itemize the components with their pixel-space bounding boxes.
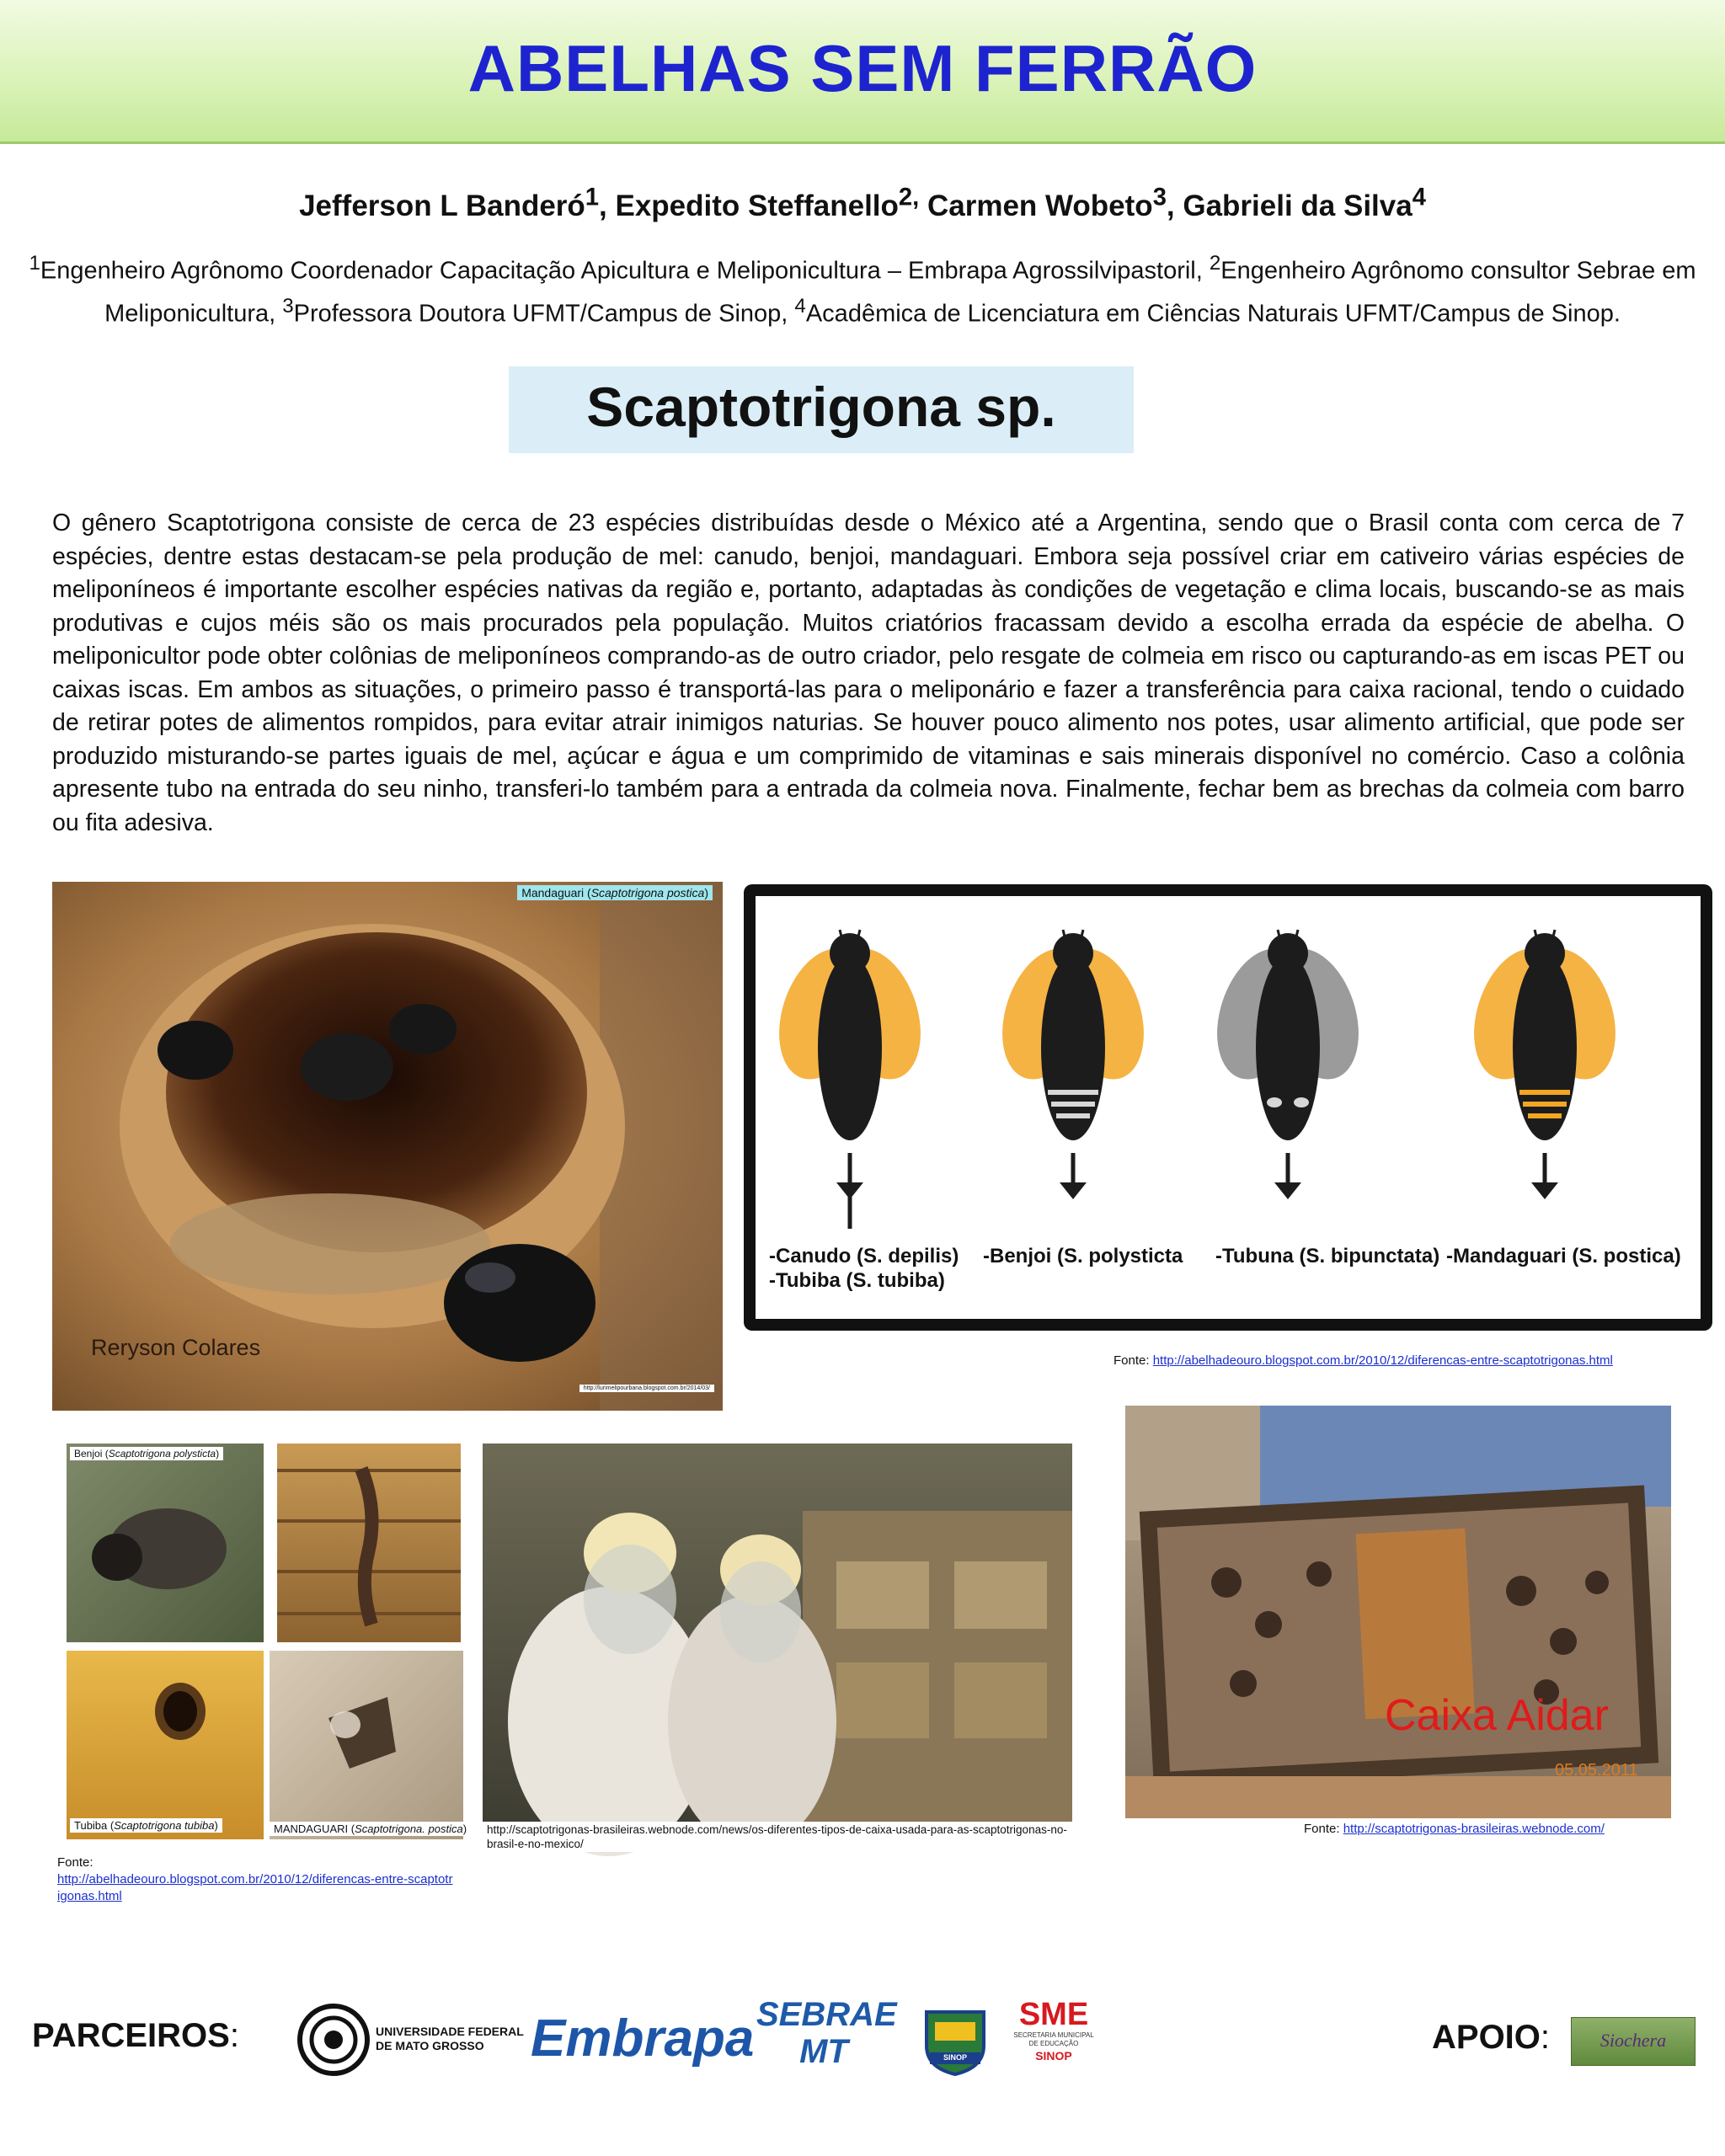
author-3: Carmen Wobeto$^3$, [927,184,1183,222]
poster-title: ABELHAS SEM FERRÃO [467,31,1258,105]
affiliations: $^1$Engenheiro Agrônomo Coordenador Capacitação Apicultura e Meliponicultura – Embrapa Agrossilvipastoril, $^2$Engenheiro Agrônomo consultor Sebrae em Meliponicultura, $^3$Professora Doutora UFMT/Campus de Sinop, $^4$Acadêmica de Licenciatura em Ciências Naturais UFMT/Campus de Sinop. [29,252,1696,328]
ufmt-name-line2: DE MATO GROSSO [376,2039,484,2052]
nest-tube-photo [277,1444,461,1642]
mandaguari-nest-photo [52,882,723,1411]
bee-mandaguari-icon [1459,930,1632,1140]
author-4: Gabrieli da Silva$^4$ [1183,184,1426,222]
benjoi-caption: Benjoi (Scaptotrigona polysticta) [70,1447,223,1460]
author-2: Expedito Steffanello$^{2,}$ [615,184,920,222]
partners-label: PARCEIROS: [32,2017,239,2054]
photo-date: 05.05.2011 [1555,1761,1638,1780]
sme-title: SME [1018,1997,1089,2032]
body-paragraph: O gênero Scaptotrigona consiste de cerca de 23 espécies distribuídas desde o México até a Argentina, sendo que o Brasil conta com cerca de 7 espécies, dentre estas destacam-se pela produção de mel: canudo, benjoi, mandaguari. Embora seja possível criar em cativeiro várias espécies de meliponíneos é importante escolher espécies nativas da região e, portanto, adaptadas às condições de vegetação e clima locais, buscando-se as mais produtivas e cujos méis são os mais procurados pela população. Muitos criatórios fracassam devido a escolha errada da espécie de abelha. O meliponicultor pode obter colônias de meliponíneos comprando-as de outro criador, pelo resgate de colmeia em risco ou capturando-as em iscas PET ou caixas iscas. Em ambos as situações, o primeiro passo é transportá-las para o meliponário e fazer a transferência para caixa racional, tendo o cuidado de retirar potes de alimentos rompidos, para evitar atrair inimigos naturias. Se houver pouco alimento nos potes, usar alimento artificial, que pode ser produzido misturando-se partes iguais de mel, açúcar e água e um comprimido de vitaminas e sais minerais disponível no comércio. Caso a colônia apresente tubo na entrada do seu ninho, transferi-lo também para a entrada da colmeia nova. Finalmente, fechar bem as brechas da colmeia com barro ou fita adesiva. [52,510,1685,836]
bee-tubuna-icon [1202,930,1375,1140]
bee-species-diagram [744,884,1712,1331]
arrow-down-icon [836,1153,1558,1199]
grid-source: Fonte: http://abelhadeouro.blogspot.com.br/2010/12/diferencas-entre-scaptotrigonas.html [57,1855,453,1903]
species-title: Scaptotrigona sp. [586,376,1056,438]
ufmt-name-line1: UNIVERSIDADE FEDERAL [376,2025,524,2038]
ufmt-emblem-icon [296,2003,371,2077]
beekeepers-photo [483,1444,1072,1852]
beekeepers-url: http://scaptotrigonas-brasileiras.webnode.com/news/os-diferentes-tipos-de-caixa-usada-para-as-scaptotrigonas-no-brasil-e-no-mexico/ [483,1822,1072,1852]
sebrae-state: MT [799,2033,848,2070]
sme-line1: SECRETARIA MUNICIPAL [1013,2031,1094,2039]
sebrae-logo [756,1996,897,2070]
grid-source-link[interactable]: http://abelhadeouro.blogspot.com.br/2010/12/diferencas-entre-scaptotrigonas.html [57,1872,453,1903]
apoio-logo-text: Siochera [1599,2030,1667,2051]
embrapa-logo: Embrapa [531,2009,755,2068]
bee-label-tubiba: -Tubiba (S. tubiba) [769,1269,945,1292]
photo-credit: Reryson Colares [91,1335,261,1360]
apoio-label: APOIO: [1432,2019,1551,2056]
diagram-source: Fonte: http://abelhadeouro.blogspot.com.br/2010/12/diferencas-entre-scaptotrigonas.html [1114,1353,1613,1368]
bee-label-tubuna: -Tubuna (S. bipunctata) [1215,1245,1440,1267]
diagram-source-link[interactable]: http://abelhadeouro.blogspot.com.br/2010/12/diferencas-entre-scaptotrigonas.html [1152,1353,1613,1368]
sebrae-name: SEBRAE [756,1996,897,2033]
caixa-source-link[interactable]: http://scaptotrigonas-brasileiras.webnode.com/ [1343,1822,1605,1836]
sinop-crest-label: SINOP [943,2053,967,2062]
ufmt-logo [296,2003,524,2077]
mandaguari-caption: Mandaguari (Scaptotrigona postica) [517,885,713,900]
bee-label-mandaguari: -Mandaguari (S. postica) [1446,1245,1681,1267]
apoio-logo [1571,2017,1696,2066]
mandaguari-small-caption: MANDAGUARI (Scaptotrigona. postica) [270,1822,471,1836]
tubiba-caption: Tubiba (Scaptotrigona tubiba) [70,1818,222,1833]
benjoi-photo [67,1444,264,1642]
bee-benjoi-icon [987,930,1160,1140]
sme-logo [1007,1998,1100,2063]
sme-line2: DE EDUCAÇÃO [1028,2040,1079,2047]
author-1: Jefferson L Banderó$^1$, [299,184,616,222]
bee-illustrations [756,896,1701,1199]
caixa-aidar-label: Caixa Aidar [1385,1691,1609,1740]
photo-url: http://lurimelipourbana.blogspot.com.br/2014/03/ [579,1385,714,1392]
sme-line3: SINOP [1035,2049,1072,2063]
authors-line [0,184,1725,223]
sinop-crest-icon [918,2000,992,2076]
tubiba-photo [67,1651,264,1839]
mandaguari-small-photo [270,1651,467,1839]
caixa-aidar-photo [1125,1406,1671,1818]
bee-label-canudo: -Canudo (S. depilis) [769,1245,959,1267]
bee-label-benjoi: -Benjoi (S. polysticta [983,1245,1183,1267]
caixa-source: Fonte: http://scaptotrigonas-brasileiras.webnode.com/ [1304,1822,1605,1836]
